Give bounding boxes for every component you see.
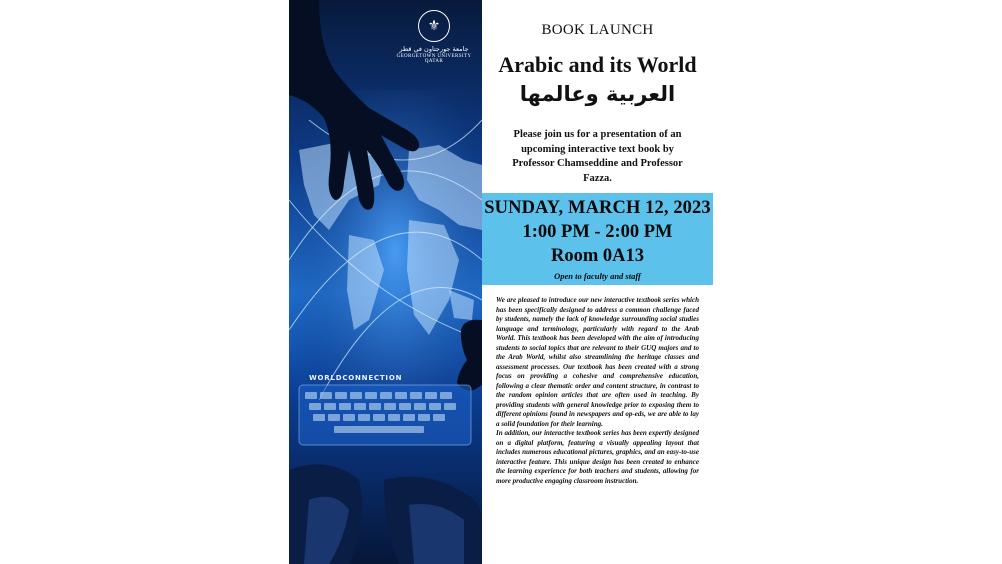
book-title-english: Arabic and its World: [498, 52, 697, 77]
audience-note: Open to faculty and staff: [554, 271, 641, 281]
event-banner: [482, 193, 713, 285]
event-eyebrow: BOOK LAUNCH: [541, 22, 654, 38]
event-time: 1:00 PM - 2:00 PM: [522, 222, 673, 242]
logo-arabic-name: جامعة جورجتاون في قطر: [399, 45, 469, 53]
book-title-arabic: العربية وعالمها: [519, 82, 676, 106]
event-date: SUNDAY, MARCH 12, 2023: [484, 198, 711, 218]
university-seal-icon: ⚜: [418, 10, 450, 42]
photo-illustration: [289, 0, 482, 564]
university-logo: [389, 10, 479, 72]
event-room: Room 0A13: [550, 246, 644, 266]
event-description: [496, 296, 699, 486]
logo-english-name: GEORGETOWN UNIVERSITY QATAR: [396, 54, 472, 64]
keyboard: [299, 385, 471, 445]
invitation-text: Please join us for a presentation of an upcoming interactive text book by Professor Chamseddine and Professor Fazza.: [512, 129, 683, 184]
world-map-photo: [289, 0, 482, 564]
keyboard-label: WORLDCONNECTION: [309, 374, 403, 382]
event-poster: [289, 0, 713, 564]
description-paragraph-1: We are pleased to introduce our new interactive textbook series which has been specifically designed to address a common challenge faced by students, namely the lack of knowledge surrounding social studies language and terminology, particularly with regard to the Arab World. This textbook has been developed with the aim of introducing students to social topics that are relevant to their GUQ majors and to the Arab World, whilst also streamlining the heritage classes and assessment processes. Our textbook has been created with a strong focus on providing a cohesive and comprehensive education, following a clear thematic order and content structure, in contrast to the random opinion articles that are often used in teaching. By providing students with general knowledge prior to exposing them to different opinions found in newspapers and op-eds, we are able to lay a solid foundation for their learning.: [496, 296, 699, 428]
event-details-column: [482, 0, 713, 564]
description-paragraph-2: In addition, our interactive textbook series has been expertly designed on a digital platform, featuring a visually appealing layout that includes numerous educational pictures, graphics, and an easy-to-use interactive feature. This unique design has been created to enhance the learning experience for both teachers and students, allowing for more productive engaging classroom instruction.: [496, 429, 699, 485]
